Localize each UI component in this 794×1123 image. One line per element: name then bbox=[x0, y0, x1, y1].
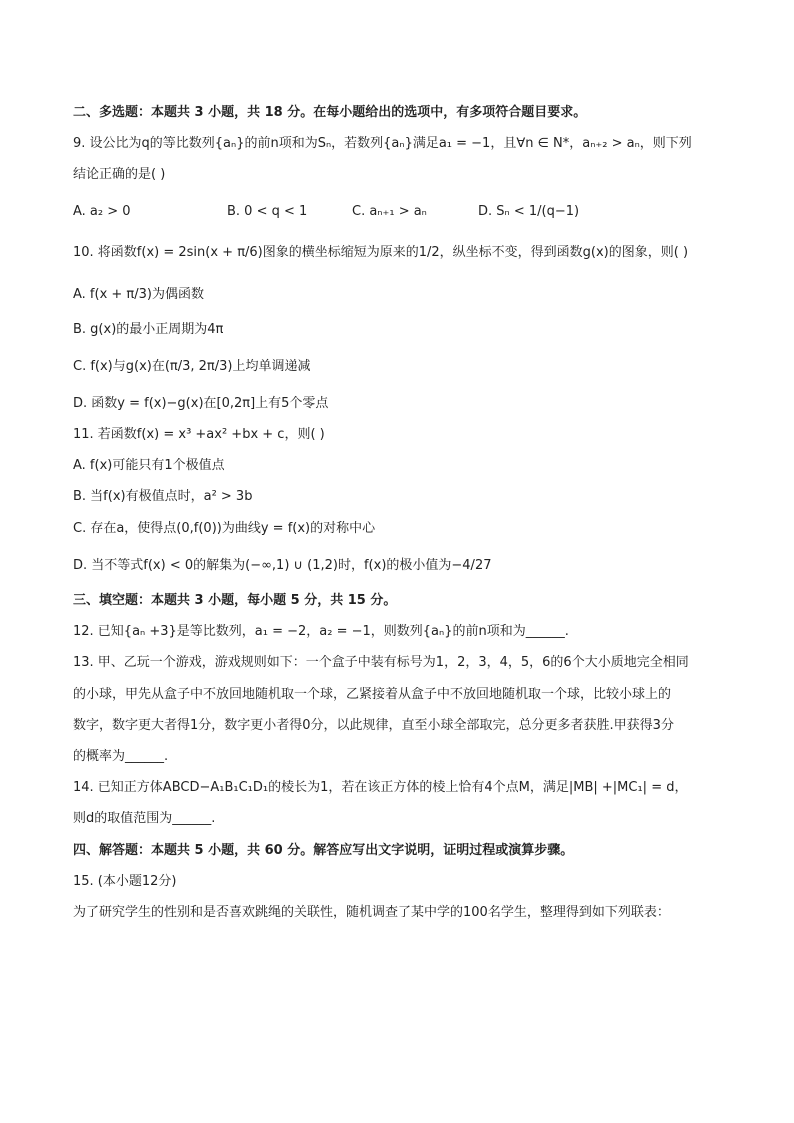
q14-line2: 则d的取值范围为______. bbox=[73, 811, 216, 826]
q9-option-a: A. a₂ > 0 bbox=[73, 204, 131, 219]
q13-line4: 的概率为______. bbox=[73, 749, 169, 764]
q12-stem: 12. 已知{aₙ +3}是等比数列，a₁ = −2，a₂ = −1，则数列{aₙ}的前n项和为______. bbox=[73, 624, 569, 639]
q11-option-b: B. 当f(x)有极值点时，a² > 3b bbox=[73, 489, 253, 504]
q10-stem: 10. 将函数f(x) = 2sin(x + π/6)图象的横坐标缩短为原来的1/2，纵坐标不变，得到函数g(x)的图象，则( ) bbox=[73, 245, 689, 260]
q9-option-d: D. Sₙ < 1/(q−1) bbox=[478, 204, 580, 219]
q10-option-b: B. g(x)的最小正周期为4π bbox=[73, 322, 224, 337]
q10-option-d: D. 函数y = f(x)−g(x)在[0,2π]上有5个零点 bbox=[73, 396, 329, 411]
q15-title: 15. (本小题12分) bbox=[73, 874, 177, 889]
q13-line1: 13. 甲、乙玩一个游戏，游戏规则如下：一个盒子中装有标号为1，2，3，4，5，6的6个大小质地完全相同 bbox=[73, 655, 689, 670]
q10-option-a: A. f(x + π/3)为偶函数 bbox=[73, 287, 204, 302]
fill-section-header: 三、填空题：本题共 3 小题，每小题 5 分，共 15 分。 bbox=[73, 593, 397, 608]
q9-stem-line2: 结论正确的是( ) bbox=[73, 167, 166, 182]
q11-option-d: D. 当不等式f(x) < 0的解集为(−∞,1) ∪ (1,2)时，f(x)的极小值为−4/27 bbox=[73, 558, 492, 573]
q14-line1: 14. 已知正方体ABCD−A₁B₁C₁D₁的棱长为1，若在该正方体的棱上恰有4个点M，满足|MB| +|MC₁| = d， bbox=[73, 780, 688, 795]
q9-option-c: C. aₙ₊₁ > aₙ bbox=[352, 204, 427, 219]
q10-option-c: C. f(x)与g(x)在(π/3, 2π/3)上均单调递减 bbox=[73, 359, 311, 374]
q11-option-a: A. f(x)可能只有1个极值点 bbox=[73, 458, 225, 473]
multi-choice-section-header: 二、多选题：本题共 3 小题，共 18 分。在每小题给出的选项中，有多项符合题目要求。 bbox=[73, 105, 587, 120]
q15-stem: 为了研究学生的性别和是否喜欢跳绳的关联性，随机调查了某中学的100名学生，整理得到如下列联表： bbox=[73, 905, 670, 920]
answer-section-header: 四、解答题：本题共 5 小题，共 60 分。解答应写出文字说明，证明过程或演算步骤。 bbox=[73, 843, 574, 858]
q9-option-b: B. 0 < q < 1 bbox=[227, 204, 308, 219]
q11-stem: 11. 若函数f(x) = x³ +ax² +bx + c，则( ) bbox=[73, 427, 325, 442]
q9-stem-line1: 9. 设公比为q的等比数列{aₙ}的前n项和为Sₙ，若数列{aₙ}满足a₁ = −1，且∀n ∈ N*，aₙ₊₂ > aₙ，则下列 bbox=[73, 136, 692, 151]
q13-line3: 数字，数字更大者得1分，数字更小者得0分，以此规律，直至小球全部取完，总分更多者获胜.甲获得3分 bbox=[73, 718, 674, 733]
q11-option-c: C. 存在a，使得点(0,f(0))为曲线y = f(x)的对称中心 bbox=[73, 521, 376, 536]
q13-line2: 的小球，甲先从盒子中不放回地随机取一个球，乙紧接着从盒子中不放回地随机取一个球，比较小球上的 bbox=[73, 687, 672, 702]
